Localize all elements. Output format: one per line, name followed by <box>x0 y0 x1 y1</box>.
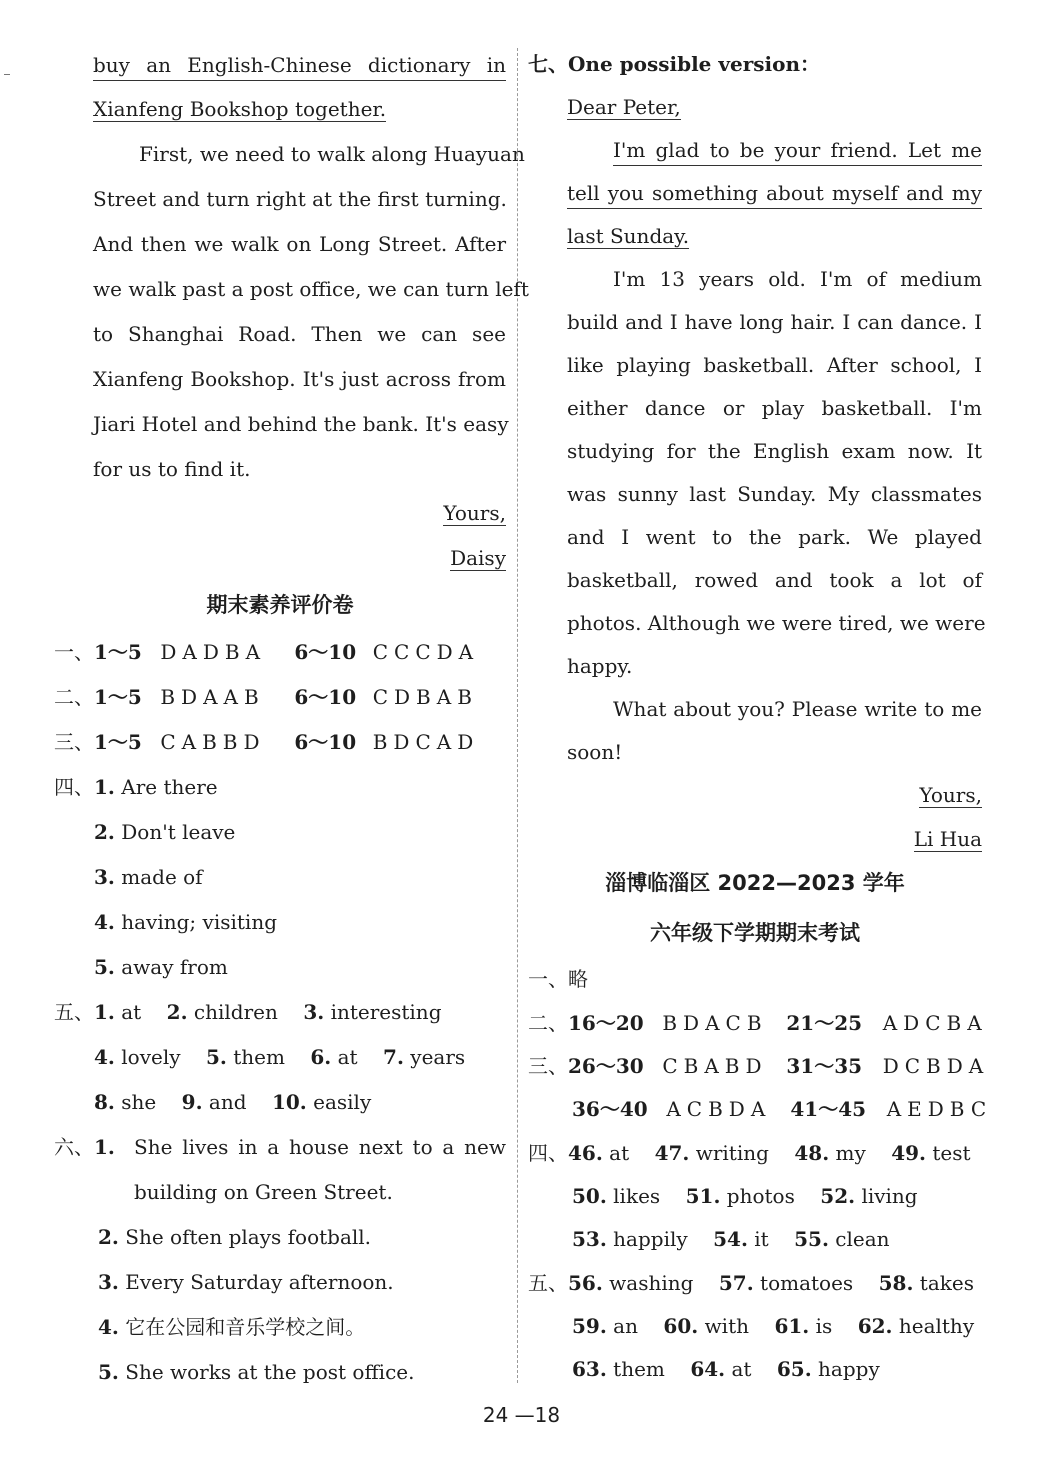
letter-signature: Daisy <box>450 546 506 570</box>
letter-body-line: build and I have long hair. I can dance. I <box>567 310 982 334</box>
letter-ending-line: What about you? Please write to me <box>613 697 982 721</box>
exam-title-line-1: 淄博临淄区 2022—2023 学年 <box>605 871 905 895</box>
section-6-item: 4. 它在公园和音乐学校之间。 <box>98 1315 366 1339</box>
letter-body-line: was sunny last Sunday. My classmates <box>567 482 982 506</box>
letter-body-line: for us to find it. <box>93 457 251 481</box>
section-5-row: 五、56. washing 57. tomatoes 58. takes <box>528 1271 974 1295</box>
letter-intro-line-1: buy an English-Chinese dictionary in <box>93 50 506 80</box>
letter-body-line: basketball, rowed and took a lot of <box>567 568 982 592</box>
letter-body-line: First, we need to walk along Huayuan <box>139 142 525 166</box>
letter-body-line: I'm 13 years old. I'm of medium <box>613 267 982 291</box>
section-5-row: 8. she 9. and 10. easily <box>94 1090 372 1114</box>
letter-body-line: to Shanghai Road. Then we can see <box>93 322 506 346</box>
letter-body-line: and I went to the park. We played <box>567 525 982 549</box>
section-7-heading: 七、One possible version： <box>528 52 820 76</box>
letter-body-line: like playing basketball. After school, I <box>567 353 982 377</box>
section-4-item: 2. Don't leave <box>94 820 236 844</box>
section-5-row: 五、1. at 2. children 3. interesting <box>54 1000 442 1024</box>
section-5-row: 59. an 60. with 61. is 62. healthy <box>572 1314 975 1338</box>
letter-intro-line: I'm glad to be your friend. Let me <box>567 135 982 165</box>
exam-title: 期末素养评价卷 <box>206 593 354 617</box>
section-4-item: 3. made of <box>94 865 203 889</box>
section-4-item: 四、1. Are there <box>54 775 218 799</box>
answer-row-3: 三、1～5 CABBD 6～10 BDCAD <box>54 730 480 754</box>
answer-row-2: 二、16～20 BDACB 21～25 ADCBA <box>528 1011 988 1035</box>
page-number: 24 —18 <box>482 1403 561 1427</box>
section-4-item: 4. having; visiting <box>94 910 278 934</box>
letter-closing: Yours, <box>919 783 982 807</box>
letter-body-line: we walk past a post office, we can turn left <box>93 277 529 301</box>
letter-intro-line-2: Xianfeng Bookshop together. <box>93 97 387 121</box>
section-5-row: 63. them 64. at 65. happy <box>572 1357 880 1381</box>
letter-body-line: Xianfeng Bookshop. It's just across from <box>93 367 506 391</box>
section-6-item-cont: building on Green Street. <box>134 1180 393 1204</box>
letter-signature: Li Hua <box>913 827 982 851</box>
letter-ending-line: soon! <box>567 740 623 764</box>
section-4-row: 50. likes 51. photos 52. living <box>572 1184 918 1208</box>
answer-row-1: 一、略 <box>528 967 588 991</box>
section-5-row: 4. lovely 5. them 6. at 7. years <box>94 1045 466 1069</box>
answer-row-3b: 36～40 ACBDA 41～45 AEDBC <box>572 1097 993 1121</box>
letter-body-line: And then we walk on Long Street. After <box>93 232 506 256</box>
answer-row-2: 二、1～5 BDAAB 6～10 CDBAB <box>54 685 478 709</box>
letter-closing: Yours, <box>443 501 506 525</box>
section-6-item: 六、1. She lives in a house next to a new <box>54 1135 506 1159</box>
section-4-row: 53. happily 54. it 55. clean <box>572 1227 890 1251</box>
section-6-item: 5. She works at the post office. <box>98 1360 415 1384</box>
section-6-item: 2. She often plays football. <box>98 1225 372 1249</box>
answer-row-1: 一、1～5 DADBA 6～10 CCCDA <box>54 640 480 664</box>
letter-body-line: happy. <box>567 654 633 678</box>
letter-body-line: Jiari Hotel and behind the bank. It's easy <box>93 412 509 436</box>
letter-body-line: studying for the English exam now. It <box>567 439 982 463</box>
answer-row-3: 三、26～30 CBABD 31～35 DCBDA <box>528 1054 990 1078</box>
letter-body-line: either dance or play basketball. I'm <box>567 396 982 420</box>
letter-body-line: photos. Although we were tired, we were <box>567 611 986 635</box>
letter-greeting: Dear Peter, <box>567 95 681 119</box>
letter-intro-line: last Sunday. <box>567 224 690 248</box>
letter-intro-line: tell you something about myself and my <box>567 178 982 208</box>
column-divider <box>517 48 518 1383</box>
exam-title-line-2: 六年级下学期期末考试 <box>650 921 860 945</box>
section-6-item: 3. Every Saturday afternoon. <box>98 1270 394 1294</box>
margin-tick <box>4 74 10 75</box>
letter-body-line: Street and turn right at the first turning. <box>93 187 507 211</box>
section-4-row: 四、46. at 47. writing 48. my 49. test <box>528 1141 971 1165</box>
section-4-item: 5. away from <box>94 955 228 979</box>
